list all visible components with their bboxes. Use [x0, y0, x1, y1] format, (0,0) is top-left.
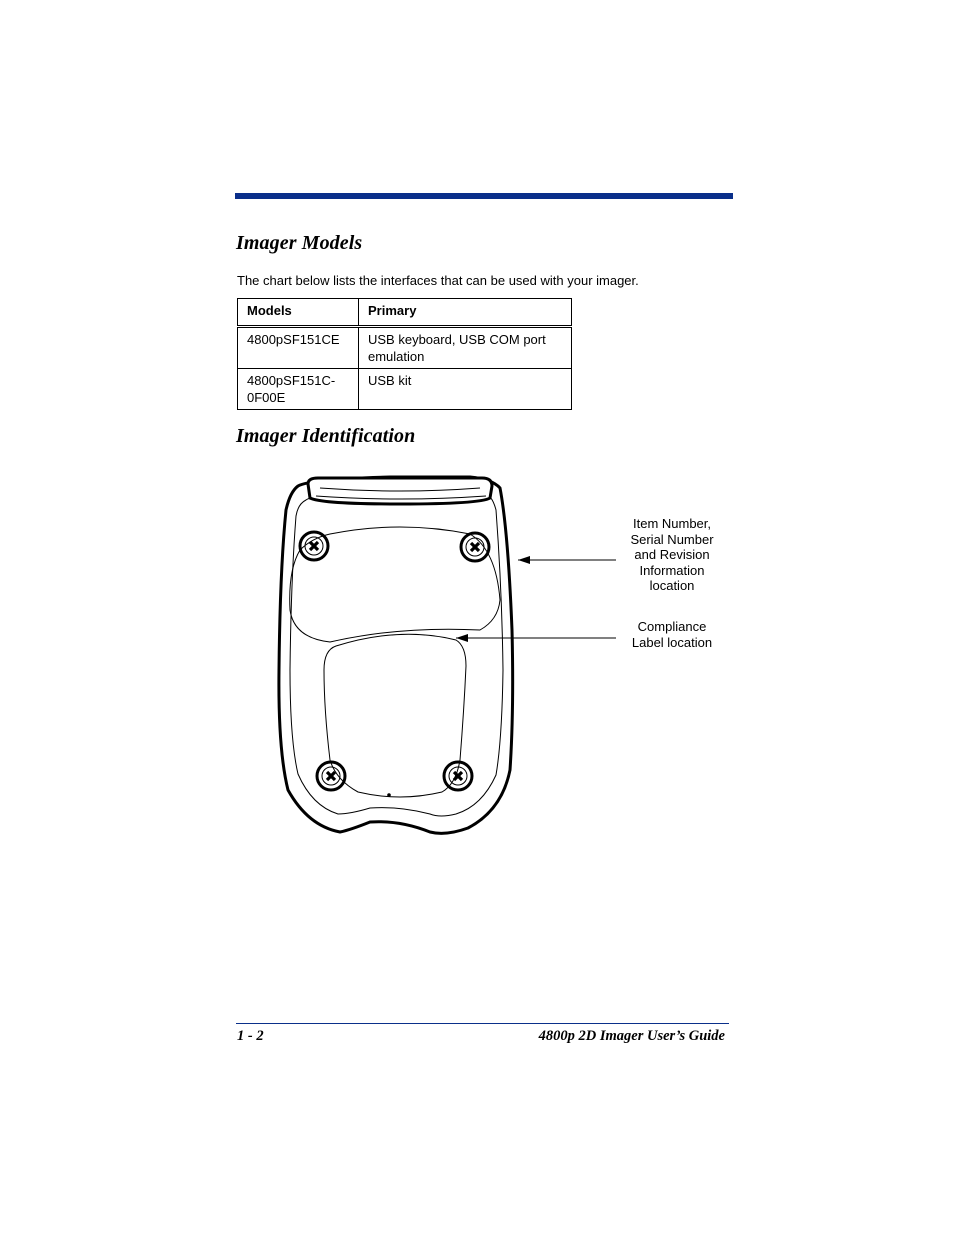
- column-header-primary: Primary: [359, 299, 572, 327]
- model-cell: 4800pSF151C-0F00E: [238, 369, 359, 410]
- model-cell: 4800pSF151CE: [238, 327, 359, 369]
- models-intro-text: The chart below lists the interfaces that can be used with your imager.: [237, 273, 639, 288]
- item-info-callout: [616, 516, 728, 594]
- header-rule: [235, 193, 733, 199]
- primary-interface-cell: USB kit: [359, 369, 572, 410]
- table-row: [238, 327, 572, 369]
- compliance-callout: [616, 619, 728, 650]
- imager-bottom-illustration: [270, 470, 630, 842]
- item-label-area: [290, 527, 500, 642]
- footer-rule: [236, 1023, 729, 1024]
- primary-interface-cell: USB keyboard, USB COM port emulation: [359, 327, 572, 369]
- screw-bottom-left: [317, 762, 345, 790]
- callout-line: location: [649, 578, 695, 594]
- imager-identification-heading: Imager Identification: [236, 425, 416, 447]
- callout-line: Information: [639, 562, 705, 578]
- housing-inner-outline: [290, 492, 503, 816]
- callout-line: Compliance: [637, 619, 707, 634]
- models-table: [237, 298, 572, 410]
- callout-line: and Revision: [634, 547, 710, 563]
- imager-models-heading: Imager Models: [236, 232, 363, 254]
- table-header-row: [238, 299, 572, 327]
- callout-line: Label location: [631, 634, 713, 650]
- callout-line: Item Number,: [632, 516, 712, 531]
- housing-outline: [279, 477, 513, 833]
- guide-title: 4800p 2D Imager User’s Guide: [538, 1028, 725, 1044]
- page-number: 1 - 2: [237, 1028, 264, 1044]
- callout-line: Serial Number: [630, 531, 714, 547]
- table-row: [238, 369, 572, 410]
- screw-bottom-right: [444, 762, 472, 790]
- column-header-models: Models: [238, 299, 359, 327]
